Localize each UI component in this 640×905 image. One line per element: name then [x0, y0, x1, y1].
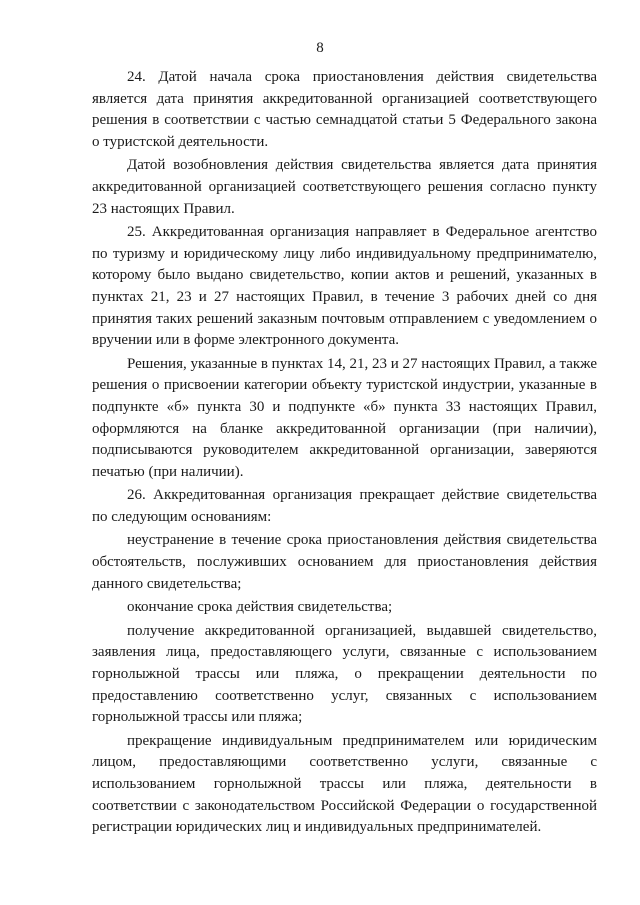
paragraph-25: 25. Аккредитованная организация направляет в Федеральное агентство по туризму и юридическому лицу либо индивидуальному предпринимателю, которому было выдано свидетельство, копии актов и решений, указанных в пунктах 21, 23 и 27 настоящих Правил, в течение 3 рабочих дней со дня принятия таких решений заказным почтовым отправлением с уведомлением о вручении или в форме электронного документа. — [92, 224, 597, 349]
paragraph-decisions: Решения, указанные в пунктах 14, 21, 23 и 27 настоящих Правил, а также решения о присвоении категории объекту туристской индустрии, указанные в подпункте «б» пункта 30 и подпункте «б» пункта 33 настоящих Правил, оформляются на бланке аккредитованной организации (при наличии), подписываются руководителем аккредитованной организации, заверяются печатью (при наличии). — [92, 355, 597, 480]
paragraph-resumption-date: Датой возобновления действия свидетельства является дата принятия аккредитованной организацией соответствующего решения согласно пункту 23 настоящих Правил. — [92, 157, 597, 217]
document-body — [92, 67, 597, 839]
page-number: 8 — [316, 40, 324, 56]
list-item-application: получение аккредитованной организацией, выдавшей свидетельство, заявления лица, предоставляющего услуги, связанные с использованием горнолыжной трассы или пляжа, о прекращении деятельности по предоставлению соответственно услуг, связанных с использованием горнолыжной трассы или пляжа; — [92, 622, 597, 726]
paragraph-26: 26. Аккредитованная организация прекращает действие свидетельства по следующим основаниям: — [92, 487, 597, 525]
list-item-expiry: окончание срока действия свидетельства; — [127, 599, 393, 616]
list-item-nonelimination: неустранение в течение срока приостановления действия свидетельства обстоятельств, послуживших основанием для приостановления действия данного свидетельства; — [92, 532, 597, 592]
list-item-termination: прекращение индивидуальным предпринимателем или юридическим лицом, предоставляющими соответственно услуги, связанные с использованием горнолыжной трассы или пляжа, деятельности в соответствии с законодательством Российской Федерации о государственной регистрации юридических лиц и индивидуальных предпринимателей. — [92, 732, 597, 836]
paragraph-24: 24. Датой начала срока приостановления действия свидетельства является дата принятия аккредитованной организацией соответствующего решения в соответствии с частью семнадцатой статьи 5 Федерального закона о туристской деятельности. — [92, 69, 597, 150]
